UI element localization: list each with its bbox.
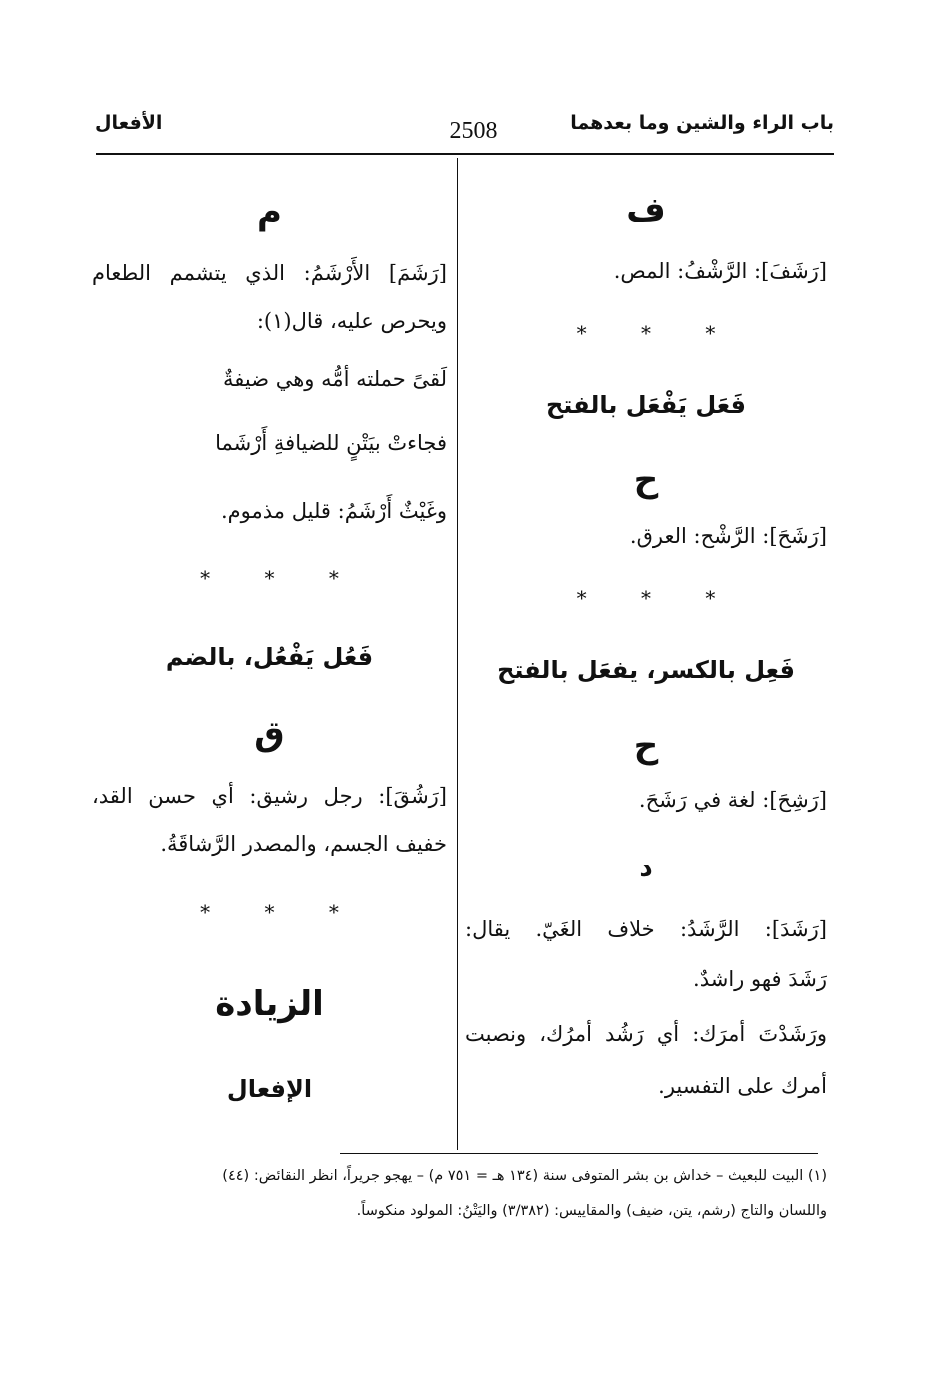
column-separator: [457, 158, 458, 1150]
entry-rashadta-line: ورَشَدْتَ أمرَك: أي رَشُد أمرُك، ونصبت: [465, 1022, 827, 1046]
separator-stars: * * *: [200, 900, 363, 924]
section-heading: فَعِل بالكسر، يفعَل بالفتح: [497, 656, 795, 684]
entry-rasham-line: [رَشَمَ] الأَرْشَمُ: الذي يتشمم الطعام: [92, 261, 447, 285]
entry-rashih: [رَشِحَ]: لغة في رَشَحَ.: [638, 788, 827, 812]
entry-rashf: [رَشَفَ]: الرَّشْفُ: المص.: [613, 259, 827, 283]
header-rule: [96, 153, 834, 155]
verse-line: لَقىً حملته أمُّه وهي ضيفةٌ: [222, 367, 447, 391]
letter-heading-mim: م: [257, 192, 282, 232]
section-heading: فَعُل يَفْعُل، بالضم: [165, 643, 374, 671]
entry-rashadta-line: أمرك على التفسير.: [658, 1074, 827, 1098]
entry-rashah: [رَشَحَ]: الرَّشْح: العرق.: [629, 524, 827, 548]
separator-stars: * * *: [576, 321, 740, 345]
entry-ghayth: وغَيْثٌ أَرْشَمُ: قليل مذموم.: [220, 499, 447, 523]
entry-rashuq-line: [رَشُقَ]: رجل رشيق: أي حسن القد،: [92, 784, 447, 808]
entry-rashad-line: [رَشَدَ]: الرَّشَدُ: خلاف الغَيّ. يقال:: [465, 917, 827, 941]
letter-heading-dal: د: [639, 853, 653, 883]
section-title: الأفعال: [95, 112, 163, 134]
letter-heading-fa: ف: [626, 190, 666, 230]
separator-stars: * * *: [200, 566, 363, 590]
section-heading: فَعَل يَفْعَل بالفتح: [545, 391, 747, 419]
separator-stars: * * *: [576, 586, 740, 610]
footnote-line: (١) البيت للبعيث – خداش بن بشر المتوفى سنة (١٣٤ هـ = ٧٥١ م) – يهجو جريراً، انظر النقائض: (٤٤): [222, 1168, 827, 1184]
verse-line: فجاءتْ بيَتْنٍ للضيافةِ أَرْشَما: [215, 431, 447, 455]
entry-rashuq-line: خفيف الجسم، والمصدر الرَّشاقَةُ.: [160, 832, 447, 856]
letter-heading-ha: ح: [633, 726, 659, 766]
page-number: 2508: [449, 118, 498, 144]
entry-rasham-line: ويحرص عليه، قال(١):: [256, 309, 447, 333]
subsection-title: الإفعال: [226, 1075, 313, 1103]
letter-heading-ha: ح: [633, 460, 659, 500]
letter-heading-qaf: ق: [254, 714, 285, 754]
big-section-title: الزيادة: [215, 984, 324, 1024]
footnote-line: واللسان والتاج (رشم، يتن، ضيف) والمقاييس: (٣/٣٨٢) واليَتْنُ: المولود منكوساً.: [356, 1203, 827, 1219]
footnote-rule: [340, 1153, 818, 1154]
chapter-title: باب الراء والشين وما بعدهما: [570, 112, 834, 134]
entry-rashad-line: رَشَدَ فهو راشدٌ.: [693, 967, 827, 991]
